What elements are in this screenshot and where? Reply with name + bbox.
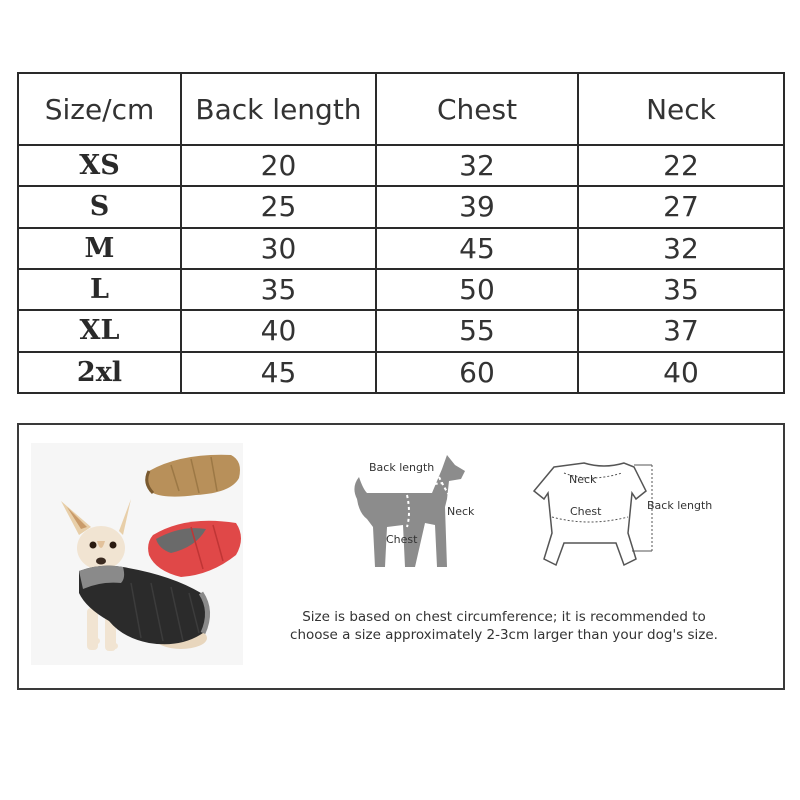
sizing-note-line-2: choose a size approximately 2-3cm larger than your dog's size. [290,627,718,643]
size-cell: 2xl [18,352,181,393]
header-back-length: Back length [181,73,376,145]
neck-cell: 35 [578,269,784,310]
sizing-note [289,608,719,644]
size-cell: L [18,269,181,310]
size-cell: XS [18,145,181,186]
table-row [18,352,784,393]
size-cell: XL [18,310,181,351]
size-chart-table [17,72,785,394]
table-header-row [18,73,784,145]
size-cell: S [18,186,181,227]
info-panel [17,423,785,690]
table-row [18,269,784,310]
table-row [18,228,784,269]
coat-back-length-label: Back length [647,499,713,512]
back-length-cell: 40 [181,310,376,351]
back-length-cell: 25 [181,186,376,227]
chest-cell: 45 [376,228,578,269]
chest-cell: 60 [376,352,578,393]
size-cell: M [18,228,181,269]
coat-chest-label: Chest [570,505,602,518]
header-size: Size/cm [18,73,181,145]
coat-neck-label: Neck [569,473,597,486]
table-row [18,310,784,351]
chest-cell: 55 [376,310,578,351]
neck-cell: 40 [578,352,784,393]
table-row [18,145,784,186]
coat-measurement-diagram [524,455,724,575]
chest-cell: 50 [376,269,578,310]
neck-cell: 37 [578,310,784,351]
neck-cell: 32 [578,228,784,269]
back-length-cell: 30 [181,228,376,269]
back-length-measure-line [369,483,443,491]
chest-cell: 32 [376,145,578,186]
chest-cell: 39 [376,186,578,227]
back-length-cell: 45 [181,352,376,393]
dog-back-length-label: Back length [369,461,435,474]
neck-cell: 22 [578,145,784,186]
back-length-cell: 20 [181,145,376,186]
table-row [18,186,784,227]
dog-neck-label: Neck [447,505,475,518]
product-photo [31,443,243,665]
neck-cell: 27 [578,186,784,227]
back-length-cell: 35 [181,269,376,310]
dog-chest-label: Chest [386,533,418,546]
header-chest: Chest [376,73,578,145]
sizing-note-line-1: Size is based on chest circumference; it is recommended to [302,609,706,625]
header-neck: Neck [578,73,784,145]
